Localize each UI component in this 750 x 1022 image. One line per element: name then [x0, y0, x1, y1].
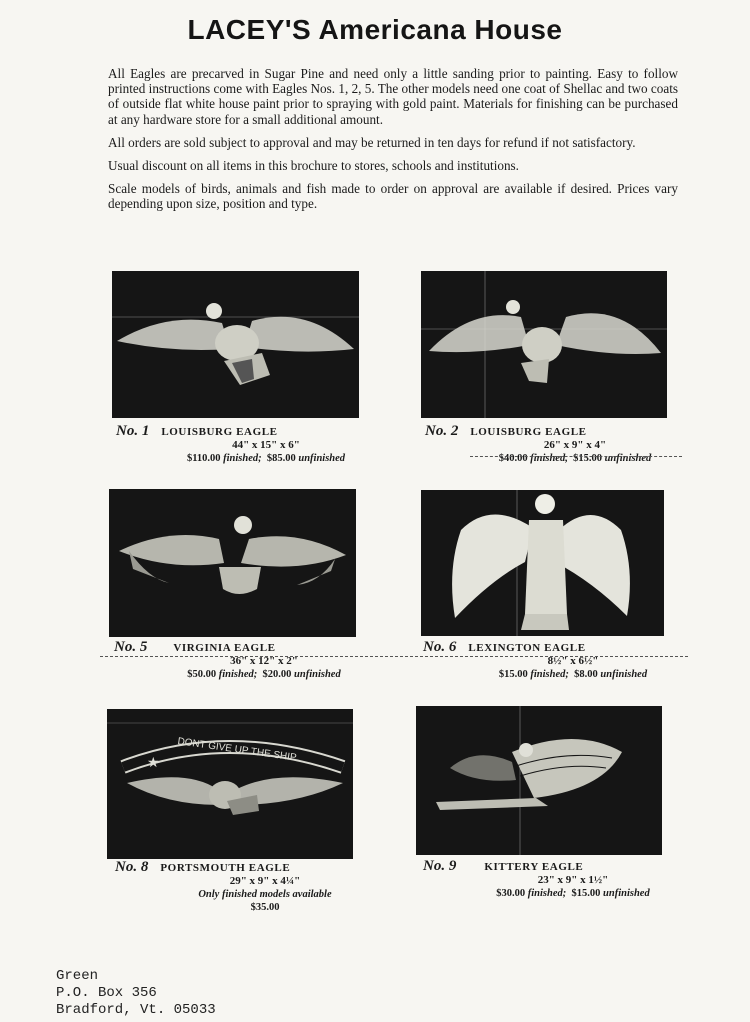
- eagle-photo-6: [421, 490, 664, 636]
- address-line: Bradford, Vt. 05033: [56, 1002, 216, 1018]
- product-number: No. 5: [114, 639, 148, 655]
- address-line: P.O. Box 356: [56, 985, 157, 1001]
- intro-paragraph: Scale models of birds, animals and fish made to order on approval are available if desired. Prices vary depending upon size, position and type.: [108, 181, 678, 212]
- product-note: Only finished models available: [198, 889, 332, 900]
- product-caption-1: [116, 425, 416, 465]
- eagle-photo-9: [416, 706, 662, 855]
- product-price: $30.00 finished; $15.00 unfinished: [496, 888, 650, 899]
- intro-paragraph: Usual discount on all items in this brochure to stores, schools and institutions.: [108, 158, 519, 174]
- product-caption-2: [425, 425, 725, 465]
- product-name: LOUISBURG EAGLE: [470, 426, 587, 438]
- product-price: $50.00 finished; $20.00 unfinished: [187, 669, 341, 680]
- product-name: LEXINGTON EAGLE: [468, 642, 586, 654]
- intro-text: [108, 66, 678, 220]
- address-line: Green: [56, 968, 99, 984]
- mailing-address: [56, 968, 216, 1019]
- product-dimensions: 26" x 9" x 4": [543, 439, 607, 451]
- eagle-photo-8: [107, 709, 353, 859]
- product-number: No. 6: [423, 639, 457, 655]
- product-dimensions: 8½" x 6½": [547, 655, 599, 667]
- product-dimensions: 29" x 9" x 4¼": [229, 875, 301, 887]
- product-price: $40.00 finished, $15.00 unfinished: [498, 453, 652, 464]
- product-name: VIRGINIA EAGLE: [173, 642, 276, 654]
- product-price: $110.00 finished; $85.00 unfinished: [186, 453, 346, 464]
- product-number: No. 2: [425, 423, 459, 439]
- product-dimensions: 36" x 12" x 2": [230, 655, 298, 667]
- product-number: No. 9: [423, 858, 457, 874]
- product-caption-6: [423, 641, 723, 681]
- divider-rule: [470, 456, 682, 457]
- product-name: KITTERY EAGLE: [484, 861, 584, 873]
- motto-banner-text: DONT GIVE UP THE SHIP: [176, 736, 298, 764]
- eagle-photo-1: [112, 271, 359, 418]
- divider-rule: [100, 656, 688, 657]
- product-caption-8: [115, 861, 415, 914]
- product-caption-9: [423, 860, 723, 900]
- svg-text:★: ★: [147, 756, 160, 771]
- page-title: LACEY'S Americana House: [187, 14, 563, 45]
- product-caption-5: [114, 641, 414, 681]
- product-price: $35.00: [250, 902, 280, 913]
- eagle-photo-5: [109, 489, 356, 637]
- product-number: No. 8: [115, 859, 149, 875]
- product-dimensions: 44" x 15" x 6": [232, 439, 300, 451]
- intro-paragraph: All Eagles are precarved in Sugar Pine and need only a little sanding prior to painting. Easy to follow printed instructions come with Eagles Nos. 1, 2, 5. The other models need one coat of Shellac and two coats of outside flat white house paint prior to spraying with gold paint. Materials for finishing can be purchased at any hardware store for a small additional amount.: [108, 66, 678, 127]
- intro-paragraph: All orders are sold subject to approval and may be returned in ten days for refund if not satisfactory.: [108, 134, 636, 150]
- product-name: LOUISBURG EAGLE: [161, 426, 278, 438]
- eagle-photo-2: [421, 271, 667, 418]
- product-price: $15.00 finished; $8.00 unfinished: [498, 669, 648, 680]
- product-number: No. 1: [116, 423, 150, 439]
- product-name: PORTSMOUTH EAGLE: [160, 862, 291, 874]
- product-dimensions: 23" x 9" x 1½": [537, 874, 609, 886]
